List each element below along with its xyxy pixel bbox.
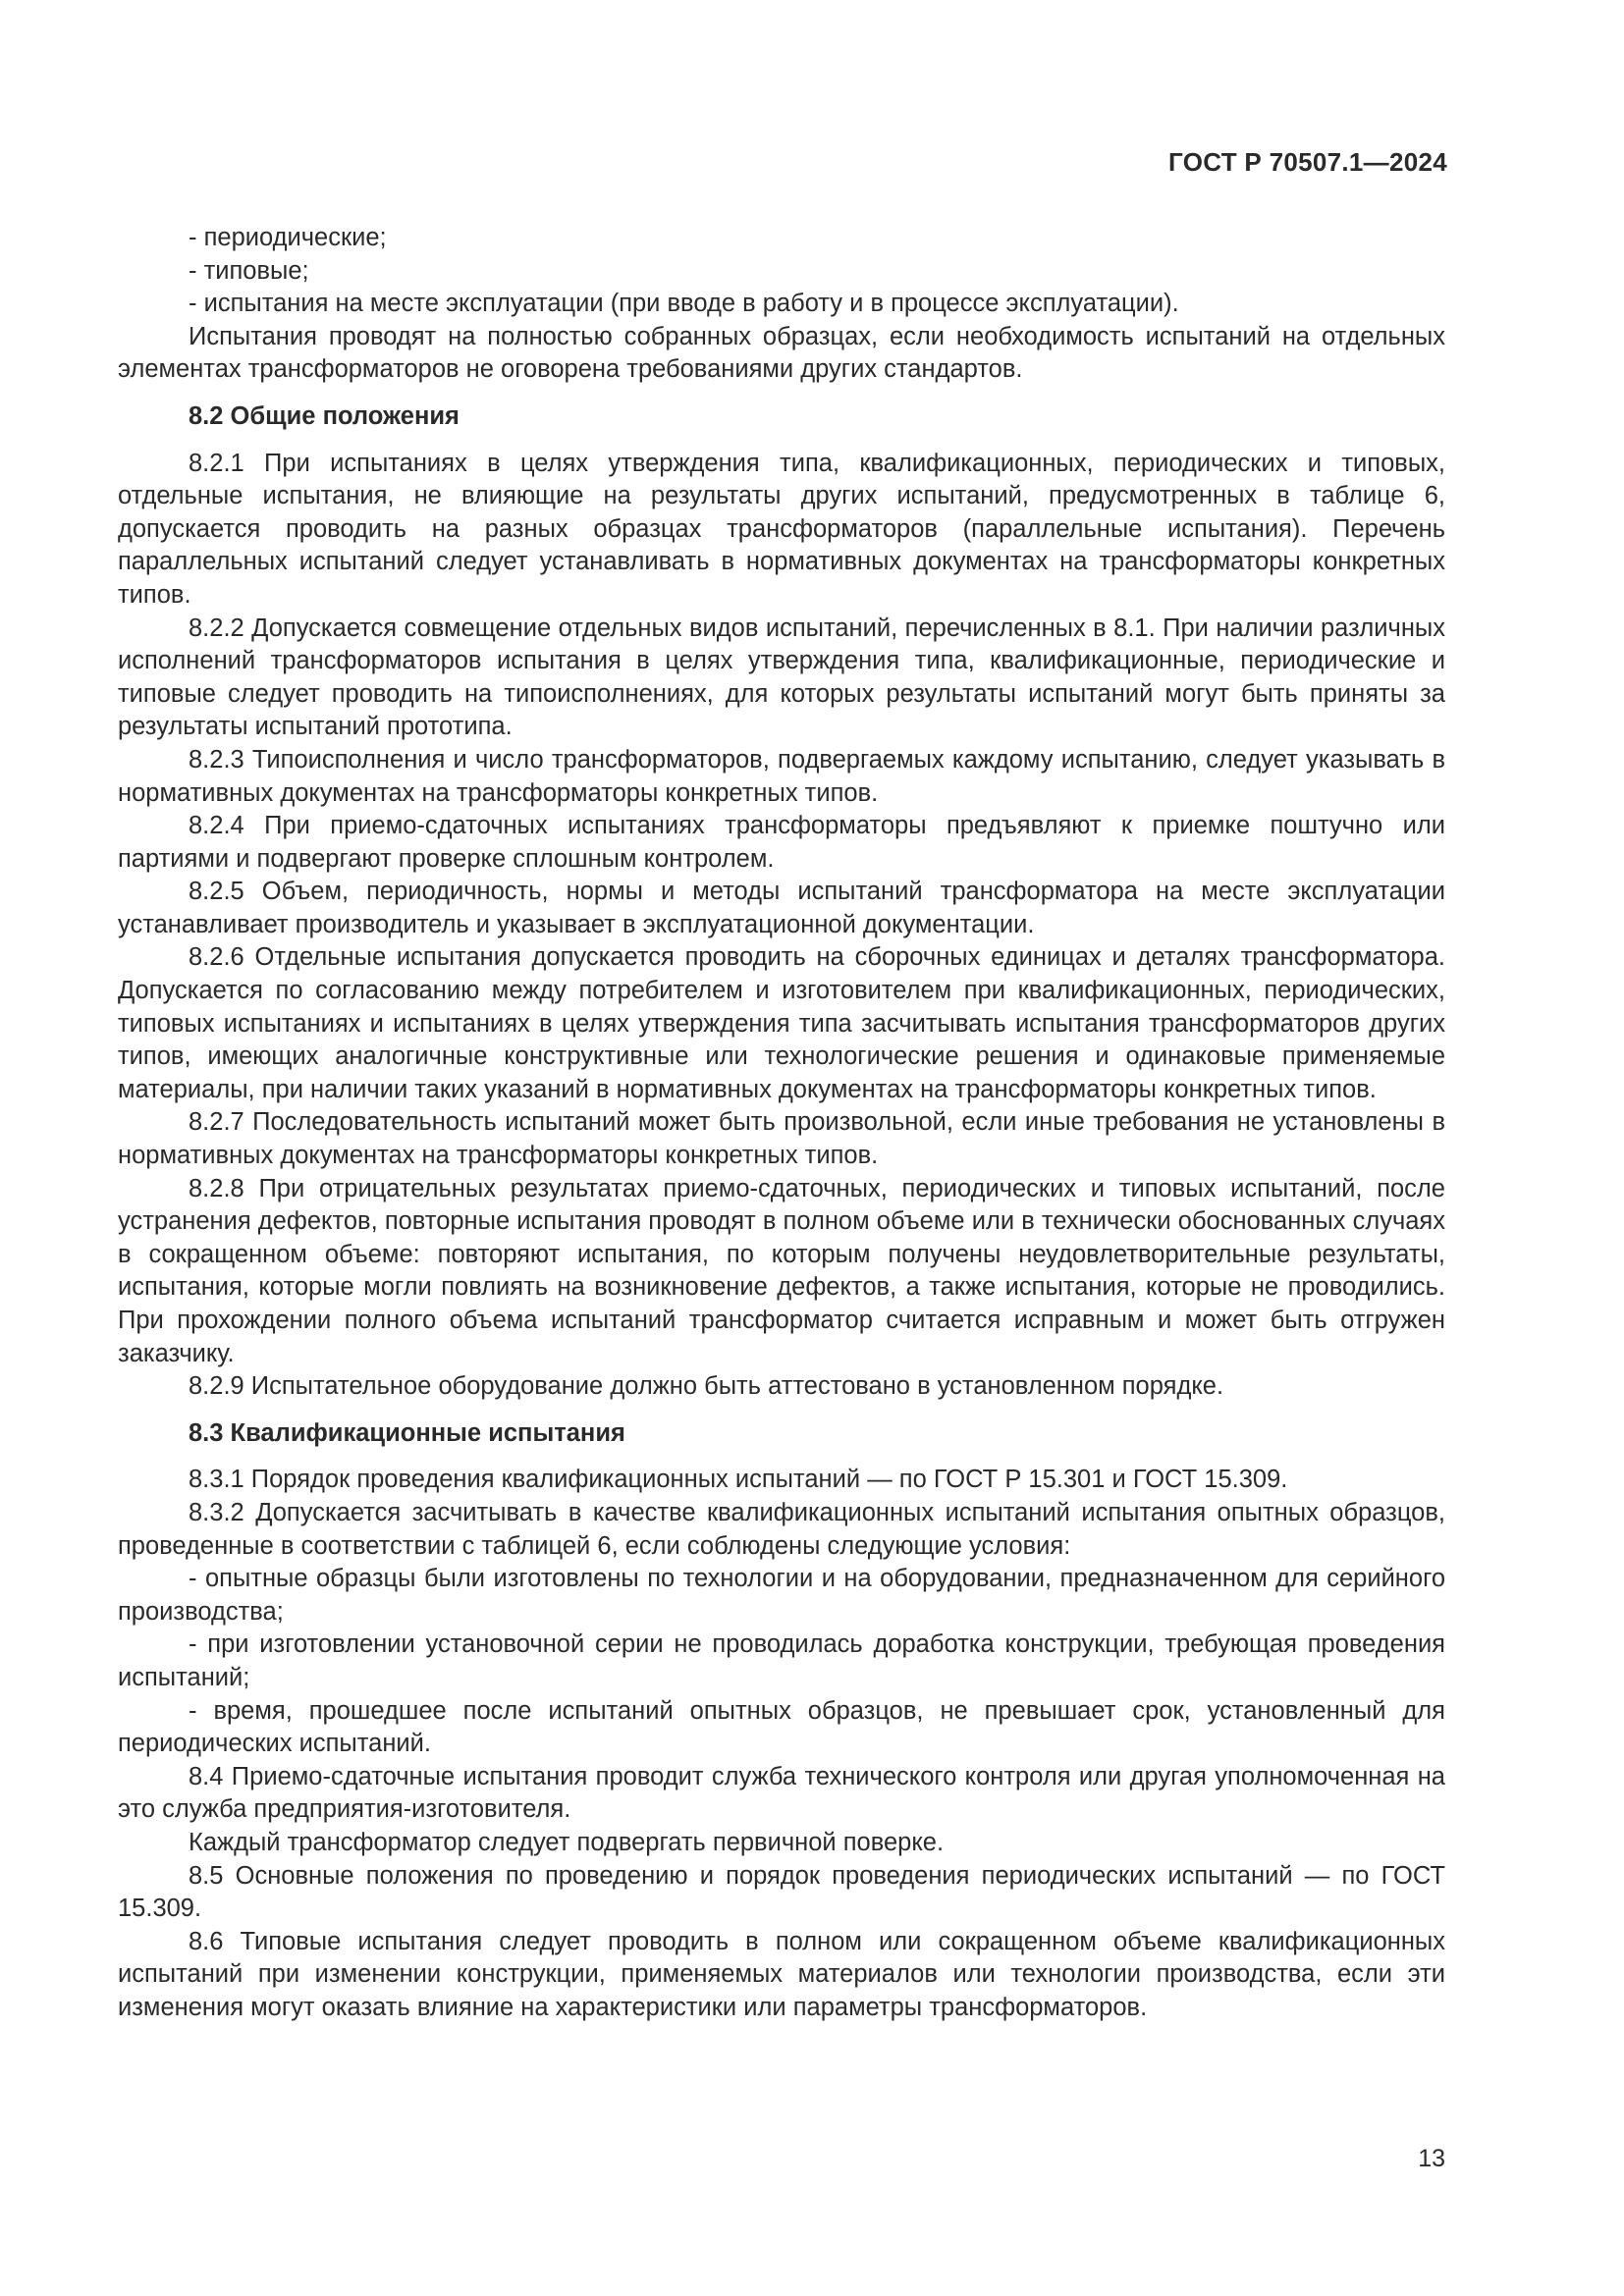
- paragraph-8-6: 8.6 Типовые испытания следует проводить в полном или сокращенном объеме квалификационных испытаний при изменении конструкции, применяемых материалов или технологии производства, если эти изменения могут оказать влияние на характеристики или параметры трансформаторов.: [118, 1927, 1445, 2021]
- page-body: [118, 222, 1445, 2024]
- paragraph-8-2-5: 8.2.5 Объем, периодичность, нормы и методы испытаний трансформатора на месте эксплуатации устанавливает производитель и указывает в эксплуатационной документации.: [118, 878, 1445, 938]
- paragraph-8-2-3: 8.2.3 Типоисполнения и число трансформаторов, подвергаемых каждому испытанию, следует указывать в нормативных документах на трансформаторы конкретных типов.: [118, 745, 1445, 807]
- list-item-type: - типовые;: [189, 256, 309, 285]
- paragraph-8-2-1: 8.2.1 При испытаниях в целях утверждения типа, квалификационных, периодических и типовых, отдельные испытания, не влияющие на результаты других испытаний, предусмотренных в таблице 6, допускается проводить на разных образцах трансформаторов (параллельные испытания). Перечень параллельных испытаний следует устанавливать в нормативных документах на трансформаторы конкретных типов.: [118, 449, 1445, 609]
- paragraph-8-2-4: 8.2.4 При приемо-сдаточных испытаниях трансформаторы предъявляют к приемке поштучно или партиями и подвергают проверке сплошным контролем.: [118, 812, 1445, 873]
- paragraph-8-2-6: 8.2.6 Отдельные испытания допускается проводить на сборочных единицах и деталях трансформатора. Допускается по согласованию между потребителем и изготовителем при квалификационных, периодических, типовых испытаниях и испытаниях в целях утверждения типа засчитывать испытания трансформаторов других типов, имеющих аналогичные конструктивные или технологические решения и одинаковые применяемые материалы, при наличии таких указаний в нормативных документах на трансформаторы конкретных типов.: [118, 943, 1445, 1103]
- paragraph-8-2-7: 8.2.7 Последовательность испытаний может быть произвольной, если иные требования не установлены в нормативных документах на трансформаторы конкретных типов.: [118, 1108, 1445, 1170]
- paragraph-8-3-2: 8.3.2 Допускается засчитывать в качестве квалификационных испытаний испытания опытных образцов, проведенные в соответствии с таблицей 6, если соблюдены следующие условия:: [118, 1498, 1445, 1560]
- paragraph-8-5: 8.5 Основные положения по проведению и порядок проведения периодических испытаний — по ГОСТ 15.309.: [118, 1861, 1445, 1923]
- paragraph-8-3-1: 8.3.1 Порядок проведения квалификационных испытаний — по ГОСТ Р 15.301 и ГОСТ 15.309.: [189, 1466, 1288, 1494]
- section-heading-8-3: 8.3 Квалификационные испытания: [189, 1418, 625, 1447]
- paragraph-8-4-note: Каждый трансформатор следует подвергать первичной поверке.: [189, 1828, 945, 1856]
- paragraph-8-2-8: 8.2.8 При отрицательных результатах приемо-сдаточных, периодических и типовых испытаний, после устранения дефектов, повторные испытания проводят в полном объеме или в технически обоснованных случаях в сокращенном объеме: повторяют испытания, по которым получены неудовлетворительные результаты, испытания, которые могли повлиять на возникновение дефектов, а также испытания, которые не проводились. При прохождении полного объема испытаний трансформатор считается исправным и может быть отгружен заказчику.: [118, 1174, 1445, 1367]
- document-id-header: ГОСТ Р 70507.1—2024: [1168, 147, 1447, 177]
- condition-item: - время, прошедшее после испытаний опытных образцов, не превышает срок, установленный для периодических испытаний.: [118, 1696, 1445, 1758]
- page-number: 13: [1418, 2145, 1445, 2172]
- condition-item: - при изготовлении установочной серии не проводилась доработка конструкции, требующая проведения испытаний;: [118, 1630, 1445, 1691]
- condition-item: - опытные образцы были изготовлены по технологии и на оборудовании, предназначенном для серийного производства;: [118, 1565, 1445, 1626]
- paragraph-8-4: 8.4 Приемо-сдаточные испытания проводит служба технического контроля или другая уполномоченная на это служба предприятия-изготовителя.: [118, 1762, 1445, 1824]
- section-heading-8-2: 8.2 Общие положения: [189, 401, 460, 430]
- paragraph-8-2-9: 8.2.9 Испытательное оборудование должно быть аттестовано в установленном порядке.: [189, 1372, 1224, 1401]
- paragraph-8-2-2: 8.2.2 Допускается совмещение отдельных видов испытаний, перечисленных в 8.1. При наличии различных исполнений трансформаторов испытания в целях утверждения типа, квалификационные, периодические и типовые следует проводить на типоисполнениях, для которых результаты испытаний могут быть приняты за результаты испытаний прототипа.: [118, 614, 1445, 741]
- list-item-periodic: - периодические;: [189, 224, 387, 251]
- list-item-field: - испытания на месте эксплуатации (при вводе в работу и в процессе эксплуатации).: [189, 290, 1179, 318]
- intro-paragraph: Испытания проводят на полностью собранных образцах, если необходимость испытаний на отдельных элементах трансформаторов не оговорена требованиями других стандартов.: [118, 322, 1445, 384]
